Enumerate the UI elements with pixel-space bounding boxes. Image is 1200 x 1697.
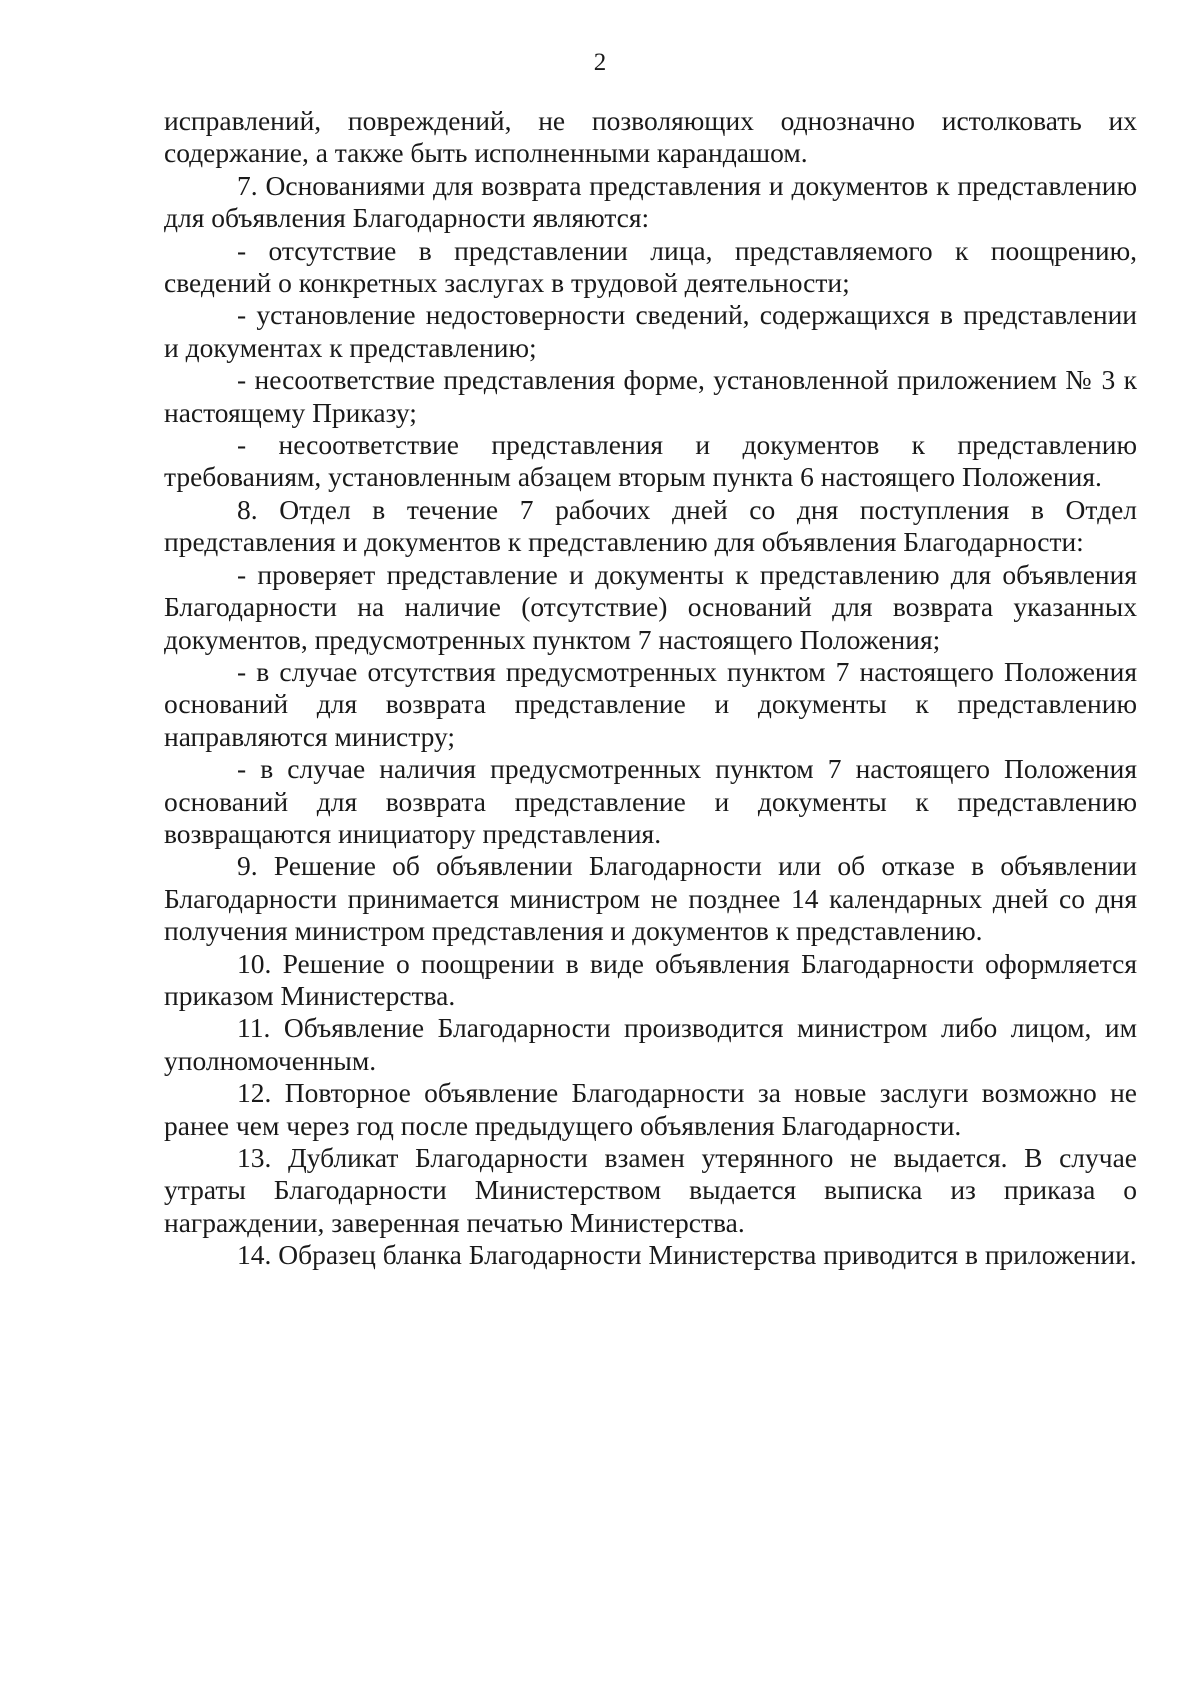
paragraph-item-10: 10. Решение о поощрении в виде объявления Благодарности оформляется приказом Министерства.	[164, 947, 1137, 1011]
paragraph-continuation: исправлений, повреждений, не позволяющих однозначно истолковать их содержание, а также быть исполненными карандашом.	[164, 105, 1137, 169]
paragraph-item-13: 13. Дубликат Благодарности взамен утерянного не выдается. В случае утраты Благодарности Министерством выдается выписка из приказа о награждении, заверенная печатью Министерства.	[164, 1142, 1137, 1238]
paragraph-item-8: 8. Отдел в течение 7 рабочих дней со дня поступления в Отдел представления и документов к представлению для объявления Благодарности:	[164, 493, 1137, 558]
paragraph-item-8-bullet-3: - в случае наличия предусмотренных пунктом 7 настоящего Положения оснований для возврата представление и документы к представлению возвращаются инициатору представления.	[164, 753, 1137, 849]
paragraph-item-7: 7. Основаниями для возврата представления и документов к представлению для объявления Благодарности являются:	[164, 169, 1137, 234]
paragraph-item-9: 9. Решение об объявлении Благодарности или об отказе в объявлении Благодарности принимается министром не позднее 14 календарных дней со дня получения министром представления и документов к представлению.	[164, 850, 1137, 947]
paragraph-item-7-bullet-2: - установление недостоверности сведений, содержащихся в представлении и документах к представлению;	[164, 299, 1137, 363]
paragraph-item-14: 14. Образец бланка Благодарности Министерства приводится в приложении.	[237, 1239, 1137, 1271]
paragraph-item-7-bullet-3: - несоответствие представления форме, установленной приложением № 3 к настоящему Приказу;	[164, 364, 1137, 428]
paragraph-item-12: 12. Повторное объявление Благодарности за новые заслуги возможно не ранее чем через год после предыдущего объявления Благодарности.	[164, 1077, 1137, 1141]
paragraph-item-11: 11. Объявление Благодарности производится министром либо лицом, им уполномоченным.	[164, 1012, 1137, 1076]
page-number: 2	[593, 49, 607, 76]
paragraph-item-8-bullet-2: - в случае отсутствия предусмотренных пунктом 7 настоящего Положения оснований для возврата представление и документы к представлению направляются министру;	[164, 655, 1137, 752]
paragraph-item-8-bullet-1: - проверяет представление и документы к представлению для объявления Благодарности на наличие (отсутствие) оснований для возврата указанных документов, предусмотренных пунктом 7 настоящего Положения;	[164, 558, 1137, 655]
paragraph-item-7-bullet-4: - несоответствие представления и документов к представлению требованиям, установленным абзацем вторым пункта 6 настоящего Положения.	[164, 429, 1137, 493]
document-body	[164, 105, 1137, 1272]
paragraph-item-7-bullet-1: - отсутствие в представлении лица, представляемого к поощрению, сведений о конкретных заслугах в трудовой деятельности;	[164, 234, 1137, 299]
